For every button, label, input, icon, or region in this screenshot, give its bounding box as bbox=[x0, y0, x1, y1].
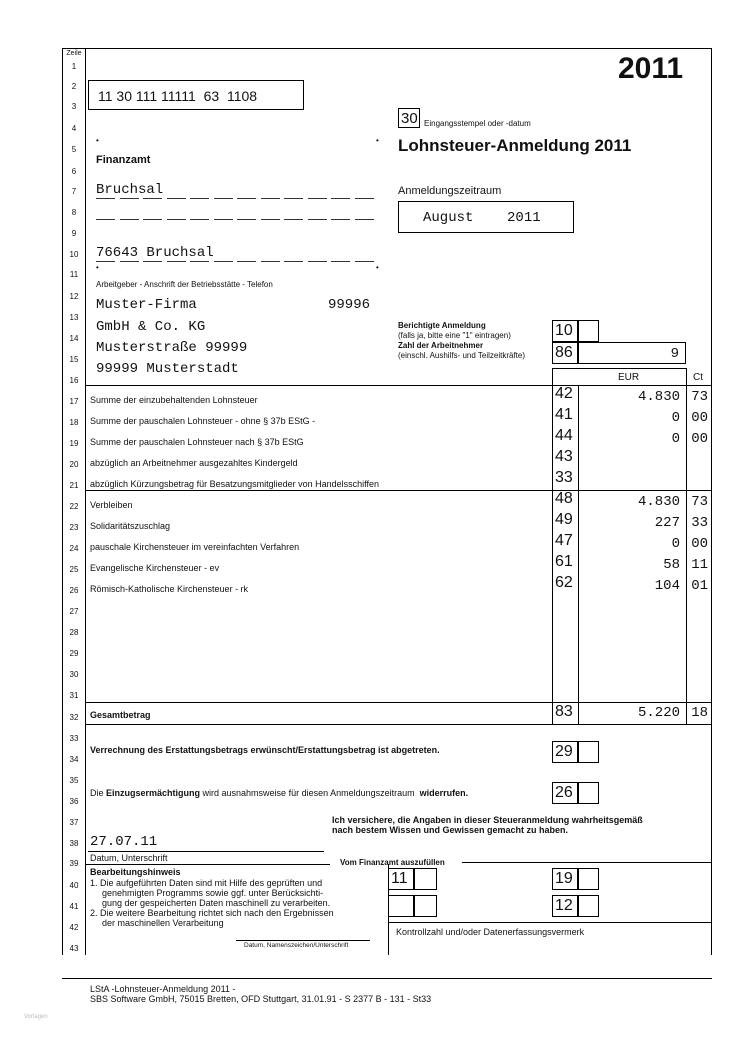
finanzamt-label: Finanzamt bbox=[96, 154, 151, 166]
row-label: Evangelische Kirchensteuer - ev bbox=[90, 563, 220, 573]
watermark: Vorlagen bbox=[24, 1014, 48, 1020]
line-number: 41 bbox=[69, 902, 79, 911]
dash-segment bbox=[167, 219, 186, 220]
dash-segment bbox=[355, 198, 374, 199]
einzug-input[interactable] bbox=[578, 782, 599, 804]
line-number: 20 bbox=[69, 460, 79, 469]
dash-segment bbox=[308, 219, 327, 220]
dash-segment bbox=[355, 261, 374, 262]
row-eur[interactable]: 0 bbox=[671, 410, 680, 426]
row-eur[interactable]: 104 bbox=[654, 578, 680, 594]
row-code: 42 bbox=[555, 385, 573, 402]
dash-segment bbox=[167, 261, 186, 262]
line-number: 11 bbox=[69, 270, 79, 279]
verrechnung-code-box: 29 bbox=[552, 741, 578, 763]
line-number: 42 bbox=[69, 923, 79, 932]
row-label: Summe der pauschalen Lohnsteuer nach § 37b EStG bbox=[90, 437, 304, 447]
total-top-line bbox=[86, 702, 712, 703]
dash-segment bbox=[308, 261, 327, 262]
row-eur[interactable]: 227 bbox=[654, 515, 680, 531]
verrechnung-input[interactable] bbox=[578, 741, 599, 763]
versicherung-line2: nach bestem Wissen und Gewissen gemacht zu haben. bbox=[332, 825, 568, 835]
dash-segment bbox=[331, 261, 350, 262]
line-number: 23 bbox=[69, 523, 79, 532]
form-year: 2011 bbox=[618, 52, 684, 85]
dash-segment bbox=[96, 219, 115, 220]
row-code: 61 bbox=[555, 553, 573, 570]
total-eur[interactable]: 5.220 bbox=[637, 705, 680, 721]
line-number: 36 bbox=[69, 797, 79, 806]
line-number: 12 bbox=[69, 292, 79, 301]
bearbeitung-title: Bearbeitungshinweis bbox=[90, 867, 181, 877]
signature-date[interactable]: 27.07.11 bbox=[90, 834, 158, 850]
row-ct[interactable]: 00 bbox=[691, 431, 708, 447]
einzug-label: Die Einzugsermächtigung wird ausnahmsweise für diesen Anmeldungszeitraum widerrufen. bbox=[90, 788, 469, 798]
dash-segment bbox=[120, 261, 139, 262]
row-label: abzüglich Kürzungsbetrag für Besatzungsmitglieder von Handelsschiffen bbox=[90, 479, 380, 489]
line-number: 18 bbox=[69, 418, 79, 427]
line-number: 26 bbox=[69, 586, 79, 595]
dash-segment bbox=[167, 198, 186, 199]
dash-segment bbox=[355, 219, 374, 220]
dash-segment bbox=[237, 219, 256, 220]
line-number: 21 bbox=[69, 481, 79, 490]
employer-line4[interactable]: 99999 Musterstadt bbox=[96, 361, 239, 377]
dash-segment bbox=[190, 261, 209, 262]
line-number: 30 bbox=[69, 670, 79, 679]
form-title: Lohnsteuer-Anmeldung 2011 bbox=[398, 136, 632, 155]
footer-line bbox=[62, 978, 712, 979]
line-number: 3 bbox=[71, 102, 77, 111]
row-label: Summe der pauschalen Lohnsteuer - ohne § 37b EStG - bbox=[90, 416, 316, 426]
line-number: 38 bbox=[69, 839, 79, 848]
row-code: 43 bbox=[555, 448, 573, 465]
code-19-input[interactable] bbox=[578, 868, 599, 890]
line-number: 8 bbox=[71, 208, 77, 217]
row-code: 62 bbox=[555, 574, 573, 591]
row-label: Solidaritätszuschlag bbox=[90, 521, 171, 531]
table-top-line bbox=[86, 385, 712, 386]
dash-segment bbox=[261, 198, 280, 199]
blank-box[interactable] bbox=[414, 895, 437, 917]
line-number: 39 bbox=[69, 859, 79, 868]
dash-segment bbox=[214, 219, 233, 220]
finanzamt-name[interactable]: Bruchsal bbox=[96, 182, 164, 198]
col-ct: Ct bbox=[693, 372, 703, 383]
row-ct[interactable]: 73 bbox=[691, 494, 708, 510]
row-label: Verbleiben bbox=[90, 500, 133, 510]
dash-segment bbox=[96, 261, 115, 262]
line-number: 33 bbox=[69, 734, 79, 743]
versicherung-line1: Ich versichere, die Angaben in dieser Steueranmeldung wahrheitsgemäß bbox=[332, 815, 643, 825]
kontroll-line bbox=[388, 922, 712, 923]
line-number: 29 bbox=[69, 649, 79, 658]
dash-segment bbox=[261, 261, 280, 262]
arbeitnehmer-hint: (einschl. Aushilfs- und Teilzeitkräfte) bbox=[398, 351, 526, 360]
row-ct[interactable]: 73 bbox=[691, 389, 708, 405]
dash-segment bbox=[143, 219, 162, 220]
row-ct[interactable]: 00 bbox=[691, 410, 708, 426]
line-number: 24 bbox=[69, 544, 79, 553]
total-ct[interactable]: 18 bbox=[691, 705, 708, 721]
code-12-box: 12 bbox=[552, 895, 578, 917]
line-number: 37 bbox=[69, 818, 79, 827]
dash-segment bbox=[331, 219, 350, 220]
berichtigt-label: Berichtigte Anmeldung bbox=[398, 321, 486, 330]
bearbeitung-sig-line bbox=[236, 940, 370, 941]
line-number: 16 bbox=[69, 376, 79, 385]
amt-divider-left bbox=[86, 864, 330, 865]
dash-segment bbox=[331, 198, 350, 199]
corner-dot: • bbox=[96, 263, 99, 272]
row-code: 48 bbox=[555, 490, 573, 507]
employer-line1[interactable]: Muster-Firma bbox=[96, 297, 197, 313]
dash-segment bbox=[214, 261, 233, 262]
line-number: 27 bbox=[69, 607, 79, 616]
line-number: 1 bbox=[71, 62, 77, 71]
table-mid-line bbox=[86, 490, 712, 491]
zeitraum-value: August 2011 bbox=[423, 210, 541, 226]
einzug-code-box: 26 bbox=[552, 782, 578, 804]
dash-segment bbox=[120, 219, 139, 220]
bearbeitung-sig: Datum, Namenszeichen/Unterschrift bbox=[244, 942, 349, 949]
dash-segment bbox=[190, 198, 209, 199]
dash-segment bbox=[120, 198, 139, 199]
row-eur[interactable]: 58 bbox=[663, 557, 680, 573]
bearbeitung-l5: der maschinellen Verarbeitung bbox=[102, 918, 224, 928]
amt-divider-right bbox=[462, 862, 712, 863]
col-eur: EUR bbox=[618, 372, 640, 383]
line-number: 10 bbox=[69, 250, 79, 259]
code-11-box: 11 bbox=[388, 868, 414, 890]
line-number: 34 bbox=[69, 755, 79, 764]
line-number: 22 bbox=[69, 502, 79, 511]
line-number: 9 bbox=[71, 229, 77, 238]
finanzamt-city[interactable]: 76643 Bruchsal bbox=[96, 245, 214, 261]
line-number: 31 bbox=[69, 691, 79, 700]
employer-line2[interactable]: GmbH & Co. KG bbox=[96, 319, 206, 335]
line-number: 32 bbox=[69, 713, 79, 722]
row-label: pauschale Kirchensteuer im vereinfachten Verfahren bbox=[90, 542, 300, 552]
dash-segment bbox=[284, 261, 303, 262]
amt-label: Vom Finanzamt auszufüllen bbox=[340, 858, 445, 867]
code-column-line bbox=[552, 368, 553, 724]
code-11-input[interactable] bbox=[414, 868, 437, 890]
dash-segment bbox=[143, 198, 162, 199]
row-code: 41 bbox=[555, 406, 573, 423]
zeitraum-box[interactable] bbox=[398, 201, 574, 233]
row-eur[interactable]: 4.830 bbox=[637, 389, 680, 405]
code-12-input[interactable] bbox=[578, 895, 599, 917]
dash-segment bbox=[261, 219, 280, 220]
steuernummer: 11 30 111 11111 63 1108 bbox=[98, 88, 258, 104]
line-number: 6 bbox=[71, 167, 77, 176]
line-number: 5 bbox=[71, 145, 77, 154]
line-number: 14 bbox=[69, 334, 79, 343]
line-number: 35 bbox=[69, 776, 79, 785]
footer-l2: SBS Software GmbH, 75015 Bretten, OFD Stuttgart, 31.01.91 - S 2377 B - 131 - St33 bbox=[90, 994, 432, 1004]
line-number: 25 bbox=[69, 565, 79, 574]
row-code: 33 bbox=[555, 469, 573, 486]
blank-box[interactable] bbox=[388, 895, 414, 917]
dash-segment bbox=[190, 219, 209, 220]
corner-dot: • bbox=[376, 263, 379, 272]
signature-line bbox=[88, 851, 324, 852]
verrechnung-label: Verrechnung des Erstattungsbetrags erwünscht/Erstattungsbetrag ist abgetreten. bbox=[90, 745, 440, 755]
row-ct[interactable]: 11 bbox=[691, 557, 708, 573]
line-number: 2 bbox=[71, 82, 77, 91]
kontroll-label: Kontrollzahl und/oder Datenerfassungsvermerk bbox=[396, 927, 585, 937]
steuernummer-box[interactable] bbox=[88, 80, 304, 110]
dash-segment bbox=[237, 198, 256, 199]
dash-segment bbox=[284, 219, 303, 220]
bearbeitung-l1: 1. Die aufgeführten Daten sind mit Hilfe des geprüften und bbox=[90, 878, 323, 888]
corner-dot: • bbox=[376, 136, 379, 145]
total-bottom-line bbox=[86, 724, 712, 725]
line-number: 40 bbox=[69, 881, 79, 890]
arbeitnehmer-value: 9 bbox=[670, 346, 679, 362]
code-19-box: 19 bbox=[552, 868, 578, 890]
row-eur[interactable]: 0 bbox=[671, 431, 680, 447]
employer-label: Arbeitgeber - Anschrift der Betriebsstätte - Telefon bbox=[96, 280, 273, 289]
berichtigt-code-box: 10 bbox=[552, 320, 578, 342]
line-number: 15 bbox=[69, 355, 79, 364]
dash-segment bbox=[284, 198, 303, 199]
dash-segment bbox=[96, 198, 115, 199]
row-ct[interactable]: 33 bbox=[691, 515, 708, 531]
bearbeitung-l2: genehmigten Programms sowie ggf. unter Berücksichti- bbox=[102, 888, 324, 898]
row-eur[interactable]: 0 bbox=[671, 536, 680, 552]
header-top-line bbox=[552, 368, 686, 369]
signature-label: Datum, Unterschrift bbox=[90, 853, 168, 863]
row-code: 47 bbox=[555, 532, 573, 549]
arbeitnehmer-label: Zahl der Arbeitnehmer bbox=[398, 341, 484, 350]
row-code: 49 bbox=[555, 511, 573, 528]
row-label: Römisch-Katholische Kirchensteuer - rk bbox=[90, 584, 249, 594]
total-label: Gesamtbetrag bbox=[90, 710, 151, 720]
line-number: 28 bbox=[69, 628, 79, 637]
bearbeitung-l4: 2. Die weitere Bearbeitung richtet sich nach den Ergebnissen bbox=[90, 908, 334, 918]
row-eur[interactable]: 4.830 bbox=[637, 494, 680, 510]
arbeitnehmer-input[interactable] bbox=[578, 342, 686, 364]
arbeitnehmer-code-box: 86 bbox=[552, 342, 578, 364]
bearbeitung-l3: gung der gespeicherten Daten maschinell zu verarbeiten. bbox=[102, 898, 331, 908]
line-number: 17 bbox=[69, 397, 79, 406]
line-number: 19 bbox=[69, 439, 79, 448]
row-ct[interactable]: 00 bbox=[691, 536, 708, 552]
zeitraum-label: Anmeldungszeitraum bbox=[398, 185, 502, 197]
line-number: 7 bbox=[71, 187, 77, 196]
zeile-label: Zeile bbox=[66, 50, 82, 57]
dash-segment bbox=[308, 198, 327, 199]
corner-dot: • bbox=[96, 136, 99, 145]
stamp-label: Eingangsstempel oder -datum bbox=[424, 119, 531, 128]
box-30: 30 bbox=[398, 108, 420, 128]
dash-segment bbox=[237, 261, 256, 262]
berichtigt-hint: (falls ja, bitte eine "1" eintragen) bbox=[398, 331, 511, 340]
row-ct[interactable]: 01 bbox=[691, 578, 708, 594]
total-code: 83 bbox=[555, 703, 573, 720]
row-label: Summe der einzubehaltenden Lohnsteuer bbox=[90, 395, 258, 405]
employer-phone[interactable]: 99996 bbox=[328, 297, 371, 313]
dash-segment bbox=[214, 198, 233, 199]
line-number: 43 bbox=[69, 944, 79, 953]
line-number: 13 bbox=[69, 313, 79, 322]
footer-l1: LStA -Lohnsteuer-Anmeldung 2011 - bbox=[90, 984, 236, 994]
row-label: abzüglich an Arbeitnehmer ausgezahltes Kindergeld bbox=[90, 458, 298, 468]
employer-line3[interactable]: Musterstraße 99999 bbox=[96, 340, 248, 356]
berichtigt-input[interactable] bbox=[578, 320, 599, 342]
dash-segment bbox=[143, 261, 162, 262]
row-code: 44 bbox=[555, 427, 573, 444]
line-number: 4 bbox=[71, 124, 77, 133]
